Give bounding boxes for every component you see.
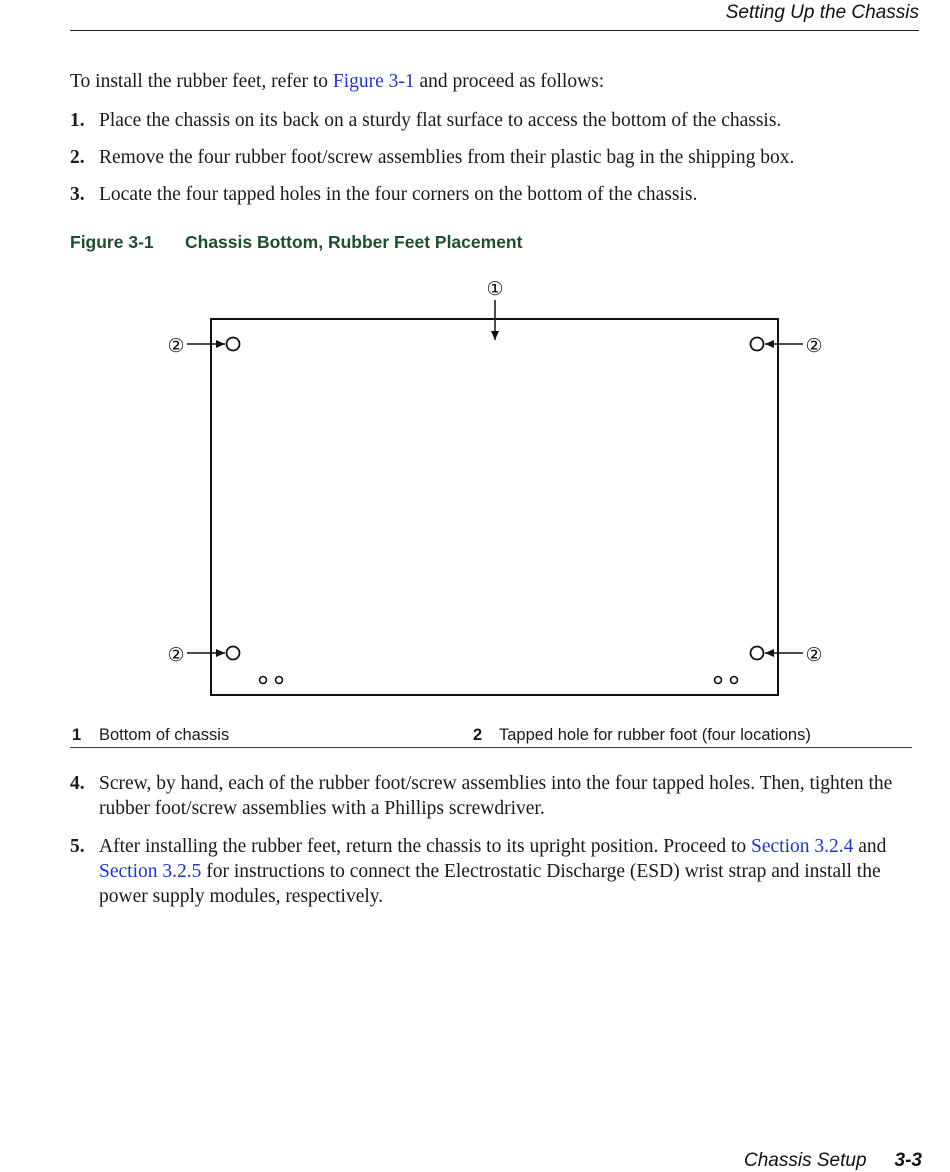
step-number: 1.	[70, 110, 85, 131]
running-footer	[744, 1150, 922, 1172]
step-text	[99, 834, 920, 909]
step-2	[70, 145, 912, 170]
step-text: Screw, by hand, each of the rubber foot/screw assemblies into the four tapped holes. Then, tighten the rubber foot/screw assemblies with a Phillips screwdriver.	[99, 773, 893, 819]
callout-2-label-top-left: ②	[167, 335, 185, 357]
callout-1-label: ①	[486, 278, 504, 300]
figure-label: Figure 3-1	[70, 232, 154, 252]
small-hole	[260, 677, 267, 684]
step-number: 5.	[70, 836, 85, 857]
step-5-text-a: After installing the rubber feet, return the chassis to its upright position. Proceed to	[99, 836, 752, 857]
intro-text-after: and proceed as follows:	[414, 71, 605, 92]
figure-title: Chassis Bottom, Rubber Feet Placement	[185, 232, 523, 252]
step-1	[70, 108, 912, 133]
callout-2-label-bottom-left: ②	[167, 644, 185, 666]
legend-text-2: Tapped hole for rubber foot (four locations)	[499, 726, 811, 744]
step-5	[70, 834, 920, 909]
step-5-text-b: and	[853, 836, 887, 857]
chassis-outline	[211, 319, 778, 695]
tapped-hole-top-right	[751, 338, 764, 351]
legend-key-2: 2	[473, 726, 483, 744]
header-rule	[70, 30, 919, 31]
small-hole	[731, 677, 738, 684]
tapped-hole-bottom-right	[751, 647, 764, 660]
step-4	[70, 771, 920, 821]
step-5-text-c: for instructions to connect the Electrostatic Discharge (ESD) wrist strap and install the power supply modules, respectively.	[99, 861, 881, 907]
chassis-diagram	[0, 270, 950, 710]
step-number: 3.	[70, 184, 85, 205]
step-text: Place the chassis on its back on a sturdy flat surface to access the bottom of the chassis.	[99, 110, 782, 131]
step-number: 4.	[70, 773, 85, 794]
tapped-hole-bottom-left	[227, 647, 240, 660]
footer-section: Chassis Setup	[744, 1150, 867, 1171]
legend-text-1: Bottom of chassis	[99, 726, 230, 744]
intro-paragraph	[70, 70, 604, 94]
intro-text-before: To install the rubber feet, refer to	[70, 71, 333, 92]
small-hole	[276, 677, 283, 684]
small-hole	[715, 677, 722, 684]
step-text: Locate the four tapped holes in the four corners on the bottom of the chassis.	[99, 184, 698, 205]
figure-link[interactable]: Figure 3-1	[332, 71, 415, 92]
step-3	[70, 182, 912, 207]
section-3-2-5-link[interactable]: Section 3.2.5	[99, 861, 202, 882]
running-header: Setting Up the Chassis	[725, 2, 919, 23]
step-number: 2.	[70, 147, 85, 168]
figure-legend	[70, 726, 912, 748]
step-text: Remove the four rubber foot/screw assemblies from their plastic bag in the shipping box.	[99, 147, 795, 168]
page-number: 3-3	[894, 1150, 922, 1171]
tapped-hole-top-left	[227, 338, 240, 351]
section-3-2-4-link[interactable]: Section 3.2.4	[751, 836, 854, 857]
callout-2-label-bottom-right: ②	[805, 644, 823, 666]
figure-caption	[70, 232, 522, 253]
legend-key-1: 1	[72, 726, 82, 744]
callout-2-label-top-right: ②	[805, 335, 823, 357]
